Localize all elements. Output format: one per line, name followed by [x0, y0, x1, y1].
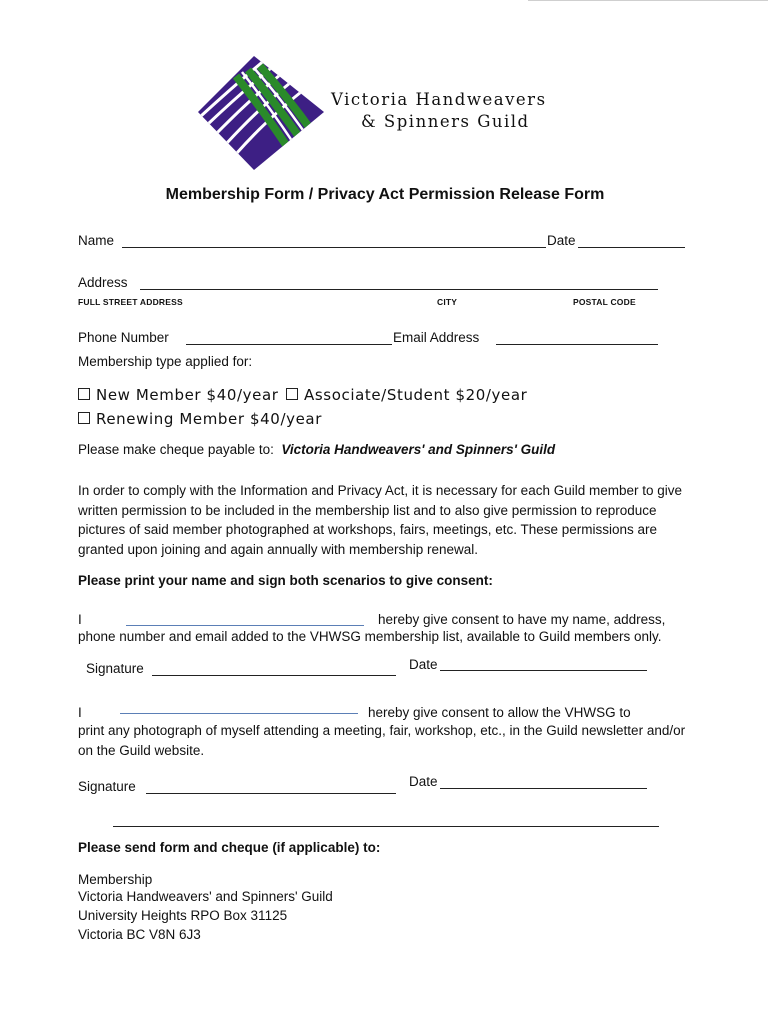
date-field[interactable]	[578, 247, 685, 248]
email-label: Email Address	[393, 330, 480, 345]
name-label: Name	[78, 233, 115, 248]
send-line-3: University Heights RPO Box 31125	[78, 908, 288, 923]
consent1-date-label: Date	[409, 657, 438, 672]
org-name-line2: & Spinners Guild	[361, 112, 530, 131]
cheque-line	[78, 442, 555, 457]
consent2-text-line1: hereby give consent to allow the VHWSG to	[368, 705, 631, 720]
option-renewing-label: Renewing Member $40/year	[96, 410, 322, 428]
consent1-signature-field[interactable]	[152, 675, 396, 676]
consent2-name-field[interactable]	[120, 713, 358, 714]
top-border-line	[528, 0, 768, 1]
org-name-line1: Victoria Handweavers	[331, 90, 547, 109]
privacy-line-4: granted upon joining and again annually with membership renewal.	[78, 541, 479, 557]
consent1-text-line2: phone number and email added to the VHWSG membership list, available to Guild members only.	[78, 629, 662, 644]
address-field[interactable]	[140, 289, 658, 290]
consent1-text-line1: hereby give consent to have my name, address,	[378, 612, 666, 627]
city-label: CITY	[437, 297, 458, 307]
privacy-paragraph	[78, 481, 718, 559]
option-new-member[interactable]	[78, 386, 279, 404]
guild-logo-icon	[196, 54, 326, 172]
option-associate-student[interactable]	[286, 386, 527, 404]
address-label: Address	[78, 275, 128, 290]
consent2-signature-label: Signature	[78, 779, 136, 794]
consent2-text-line3: on the Guild website.	[78, 743, 205, 758]
checkbox-renewing-member[interactable]	[78, 412, 90, 424]
send-line-4: Victoria BC V8N 6J3	[78, 927, 201, 942]
checkbox-new-member[interactable]	[78, 388, 90, 400]
checkbox-associate-student[interactable]	[286, 388, 298, 400]
membership-type-label: Membership type applied for:	[78, 354, 253, 369]
send-line-2: Victoria Handweavers' and Spinners' Guild	[78, 889, 333, 904]
page-title: Membership Form / Privacy Act Permission Release Form	[165, 186, 605, 203]
consent1-date-field[interactable]	[440, 670, 647, 671]
consent2-date-field[interactable]	[440, 788, 647, 789]
cheque-label: Please make cheque payable to:	[78, 442, 274, 457]
consent1-i-label: I	[78, 612, 82, 627]
consent1-signature-label: Signature	[86, 661, 144, 676]
consent-heading: Please print your name and sign both scenarios to give consent:	[78, 573, 493, 588]
consent2-text-line2: print any photograph of myself attending a meeting, fair, workshop, etc., in the Guild newsletter and/or	[78, 723, 686, 738]
phone-field[interactable]	[186, 344, 392, 345]
consent2-i-label: I	[78, 705, 82, 720]
option-new-member-label: New Member $40/year	[96, 386, 279, 404]
consent2-signature-field[interactable]	[146, 793, 396, 794]
full-street-label: FULL STREET ADDRESS	[78, 297, 183, 307]
email-field[interactable]	[496, 344, 658, 345]
privacy-line-1: In order to comply with the Information and Privacy Act, it is necessary for each Guild member to give	[78, 483, 683, 498]
phone-label: Phone Number	[78, 330, 169, 345]
consent2-date-label: Date	[409, 774, 438, 789]
consent1-name-field[interactable]	[126, 625, 364, 626]
cheque-payee: Victoria Handweavers' and Spinners' Guild	[281, 442, 556, 457]
send-heading: Please send form and cheque (if applicable) to:	[78, 840, 381, 855]
postal-code-label: POSTAL CODE	[573, 297, 636, 307]
date-label: Date	[547, 233, 576, 248]
privacy-line-3: pictures of said member photographed at workshops, fairs, meetings, etc. These permissions are	[78, 522, 658, 537]
name-field[interactable]	[122, 247, 546, 248]
section-divider	[113, 826, 659, 827]
option-renewing-member[interactable]	[78, 410, 322, 428]
option-associate-label: Associate/Student $20/year	[304, 386, 528, 404]
send-line-1: Membership	[78, 872, 153, 887]
privacy-line-2: written permission to be included in the membership list and to also give permission to reproduce	[78, 502, 657, 518]
